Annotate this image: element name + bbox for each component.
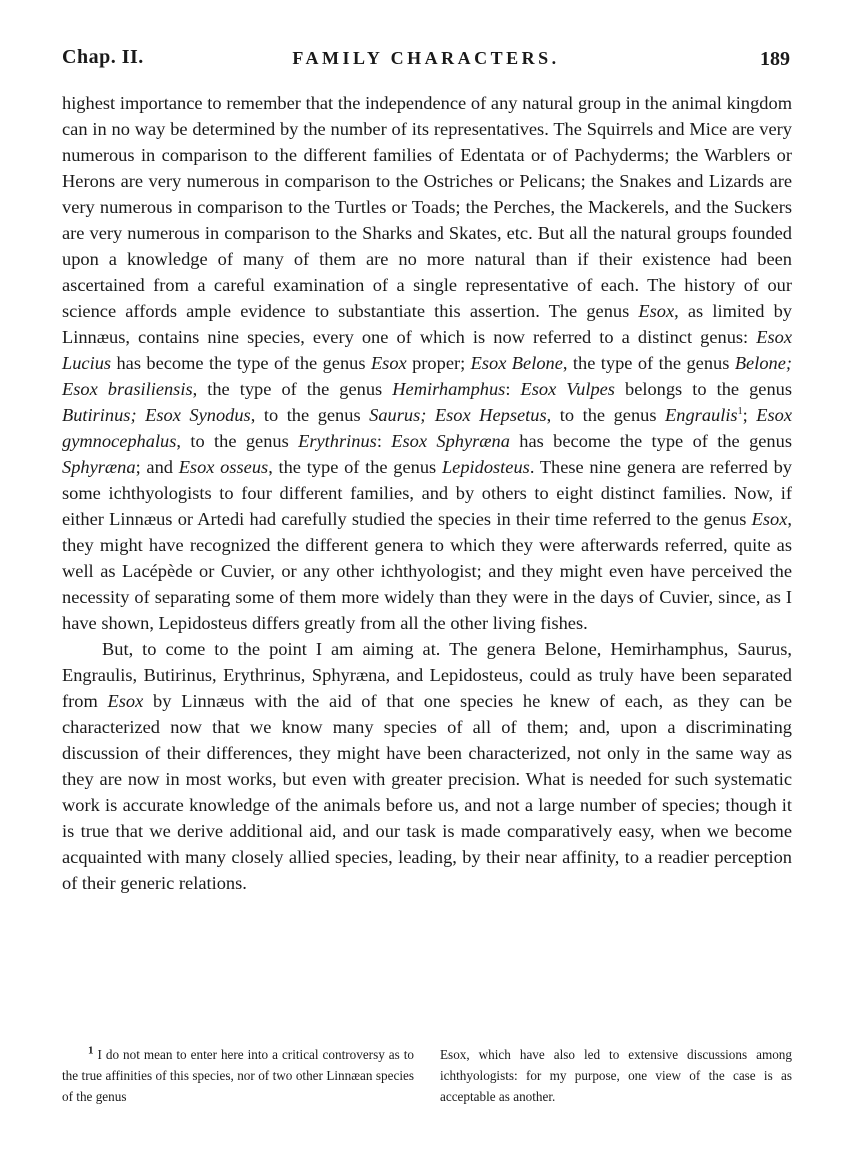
- italic-run: Hemirhamphus: [392, 379, 506, 399]
- text-run: ; and: [135, 457, 179, 477]
- footnote-text-left: I do not mean to enter here into a critical controversy as to the true affinities of this species, nor of two other Linnæan species of the genus: [62, 1047, 414, 1104]
- text-run: belongs to the genus: [614, 379, 792, 399]
- text-run: highest importance to remember that the independence of any natural group in the animal kingdom can in no way be determined by the number of its representatives. The Squirrels and Mice are very numerous in comparison to the different families of Edentata or of Pachyderms; the Warblers or Herons are very numerous in comparison to the Ostriches or Pelicans; the Snakes and Lizards are very numerous in comparison to the Turtles or Toads; the Perches, the Mackerels, and the Suckers are very numerous in comparison to the Sharks and Skates, etc. But all the natural groups founded upon a knowledge of many of them are no more natural than if their existence had been ascertained from a careful examination of a single representative of each. The history of our science affords ample evidence to substantiate this assertion. The genus: [62, 93, 792, 321]
- text-run: But, to come to the point I am aiming at. The genera Belone, Hemirhamphus, Saurus, Engraulis, Butirinus, Erythrinus, Sphyræna, and Lepidosteus, could as truly have been separated from: [62, 639, 792, 711]
- text-run: , the type of the genus: [268, 457, 442, 477]
- text-run: :: [376, 431, 392, 451]
- text-run: ;: [742, 405, 757, 425]
- text-run: has become the type of the genus: [111, 353, 371, 373]
- paragraph: [62, 636, 792, 896]
- italic-run: Esox Lucius: [62, 327, 792, 373]
- italic-run: Esox: [370, 353, 407, 373]
- footnote-reference: 1: [737, 405, 743, 417]
- italic-run: Esox Sphyræna: [391, 431, 510, 451]
- page-number: 189: [760, 48, 790, 70]
- italic-run: Esox Belone: [470, 353, 563, 373]
- italic-run: Saurus; Esox Hepsetus: [369, 405, 547, 425]
- footnote-column-left: [62, 1044, 414, 1107]
- italic-run: Esox osseus: [178, 457, 269, 477]
- italic-run: Lepidosteus: [441, 457, 530, 477]
- running-title: FAMILY CHARACTERS.: [292, 48, 560, 68]
- text-run: , to the genus: [250, 405, 370, 425]
- text-run: , the type of the genus: [192, 379, 393, 399]
- italic-run: Erythrinus: [298, 431, 377, 451]
- text-run: :: [505, 379, 521, 399]
- italic-run: Esox: [638, 301, 675, 321]
- text-run: , the type of the genus: [562, 353, 735, 373]
- italic-run: Butirinus; Esox Synodus: [62, 405, 251, 425]
- text-run: , as limited by Linnæus, contains nine species, every one of which is now referred to a distinct genus:: [62, 301, 792, 347]
- text-run: by Linnæus with the aid of that one species he knew of each, as they can be characterized now that we know many species of all of them; and, upon a discriminating discussion of their differences, they might have been characterized, not only in the same way as they are now in most works, but even with greater precision. What is needed for such systematic work is accurate knowledge of the animals before us, and not a large number of species; though it is true that we derive additional aid, and our task is made comparatively easy, when we become acquainted with many closely allied species, leading, by their near affinity, to a readier perception of their generic relations.: [62, 691, 792, 893]
- italic-run: Esox: [751, 509, 788, 529]
- text-run: , to the genus: [176, 431, 299, 451]
- italic-run: Esox Vulpes: [520, 379, 615, 399]
- italic-run: Esox: [107, 691, 144, 711]
- running-header: [62, 44, 790, 76]
- italic-run: Sphyræna: [62, 457, 136, 477]
- text-run: , they might have recognized the different genera to which they were afterwards referred, quite as well as Lacépède or Cuvier, or any other ichthyologist; and they might even have perceived the necessity of separating some of them more widely than they were in the days of Cuvier, since, as I have shown, Lepidosteus differs greatly from all the other living fishes.: [62, 509, 792, 633]
- footnote-marker: 1: [88, 1044, 94, 1057]
- paragraph: [62, 90, 792, 636]
- italic-run: Belone; Esox brasiliensis: [62, 353, 792, 399]
- text-run: has become the type of the genus: [509, 431, 792, 451]
- footnote: [62, 1044, 792, 1107]
- footnote-text-right: Esox, which have also led to extensive discussions among ichthyologists: for my purpose, one view of the case is as acceptable as another.: [440, 1047, 792, 1104]
- body-text: [62, 90, 792, 896]
- footnote-column-right: [440, 1044, 792, 1107]
- text-run: proper;: [406, 353, 471, 373]
- text-run: . These nine genera are referred by some ichthyologists to four different families, and by others to eight distinct families. Now, if either Linnæus or Artedi had carefully studied the species in their time referred to the genus: [62, 457, 792, 529]
- chapter-label: Chap. II.: [62, 46, 144, 68]
- italic-run: Esox gymnocephalus: [62, 405, 792, 451]
- text-run: , to the genus: [546, 405, 666, 425]
- italic-run: Engraulis: [665, 405, 738, 425]
